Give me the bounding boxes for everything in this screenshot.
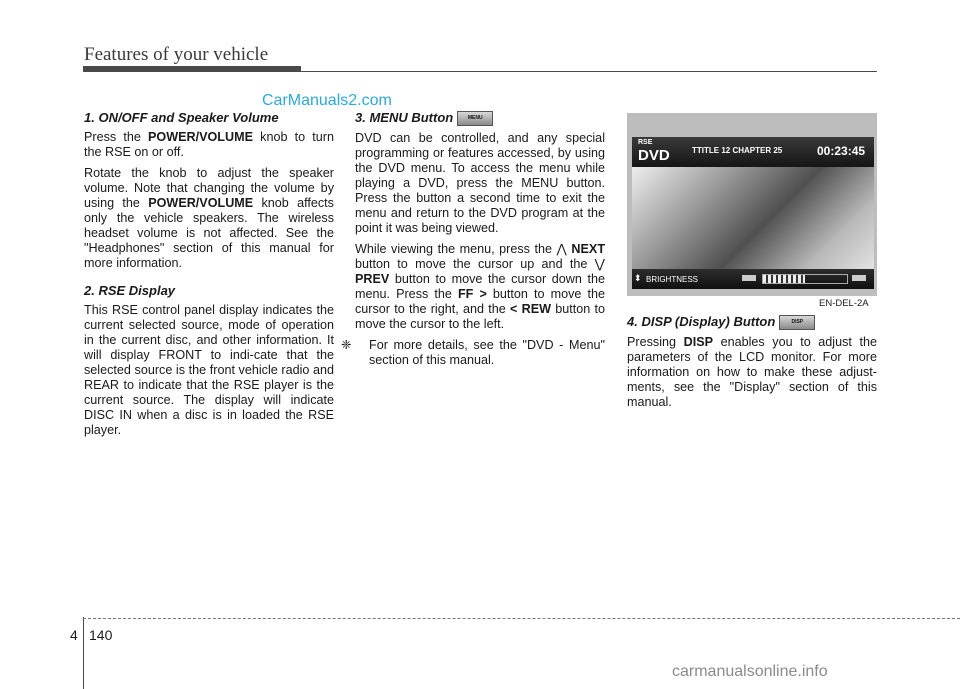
header-rule	[83, 71, 877, 72]
watermark-top[interactable]: CarManuals2.com	[262, 92, 392, 109]
menu-button-icon: MENU	[457, 111, 493, 126]
section-4-paragraph: Pressing DISP enables you to adjust the parameters of the LCD monitor. For more information on how to make these adjust-ments, see the "Display" section of this manual.	[627, 335, 877, 410]
section-2-title: 2. RSE Display	[84, 283, 176, 298]
note: ❈ For more details, see the "DVD - Menu" section of this manual.	[341, 338, 605, 368]
section-number: 4	[70, 627, 78, 643]
title-chapter: TTITLE 12 CHAPTER 25	[692, 146, 783, 155]
section-4-title: 4. DISP (Display) Button DISP	[627, 314, 877, 330]
brightness-label: BRIGHTNESS	[646, 275, 699, 284]
minus-button-icon	[742, 275, 756, 281]
down-chevron-icon: ⋁	[594, 257, 605, 272]
section-1-title: 1. ON/OFF and Speaker Volume	[84, 110, 279, 125]
up-chevron-icon: ⋀	[556, 242, 567, 257]
plus-button-icon	[852, 275, 866, 281]
page-number: 140	[89, 627, 113, 643]
dvd-label: DVD	[638, 147, 670, 164]
brightness-fill	[763, 275, 805, 283]
column-1	[84, 110, 334, 444]
footer-vertical-rule	[83, 617, 84, 689]
screen-bottom-bar	[632, 269, 874, 289]
disp-button-icon: DISP	[779, 315, 815, 330]
rse-screen	[632, 137, 874, 289]
rse-screen-figure	[627, 113, 877, 296]
screen-top-bar	[632, 137, 874, 167]
playback-time: 00:23:45	[817, 144, 866, 158]
up-down-arrow-icon: ⬍	[634, 273, 642, 283]
column-2	[341, 110, 606, 374]
footer-dashed-rule	[83, 618, 960, 619]
rse-label: RSE	[638, 139, 653, 146]
brightness-slider	[762, 274, 848, 284]
section-3-paragraph-1: DVD can be controlled, and any special programming or features accessed, by using the DVD menu. To access the menu while playing a DVD, press the MENU button. Press the button a second time to exit the menu and return to the DVD program at the point it was being viewed.	[355, 131, 605, 236]
section-2-paragraph: This RSE control panel display indicates the current selected source, mode of operation in the current disc, and other information. It will display FRONT to indi-cate that the selected source is the front vehicle radio and REAR to indicate that the RSE player is the current source. The display will indicate DISC IN when a disc is in loaded the RSE player.	[84, 303, 334, 437]
figure-label: EN-DEL-2A	[819, 298, 869, 309]
column-3	[627, 314, 877, 416]
section-1-paragraph-1: Press the POWER/VOLUME knob to turn the RSE on or off.	[84, 130, 334, 159]
watermark-bottom[interactable]: carmanualsonline.info	[672, 663, 828, 680]
note-icon: ❈	[341, 338, 352, 353]
page-header-title: Features of your vehicle	[84, 44, 269, 65]
section-1-paragraph-2: Rotate the knob to adjust the speaker volume. Note that changing the volume by using the POWER/VOLUME knob affects only the vehicle speakers. The wireless headset volume is not affected. See the "Headphones" section of this manual for more information.	[84, 166, 334, 270]
video-frame-image	[632, 167, 874, 269]
section-3-paragraph-2: While viewing the menu, press the ⋀ NEXT button to move the cursor up and the ⋁ PREV button to move the cursor down the menu. Press the FF > button to move the cursor to the right, and the < REW button to move the cursor to the left.	[355, 242, 606, 332]
section-3-title: 3. MENU Button MENU	[355, 110, 605, 126]
